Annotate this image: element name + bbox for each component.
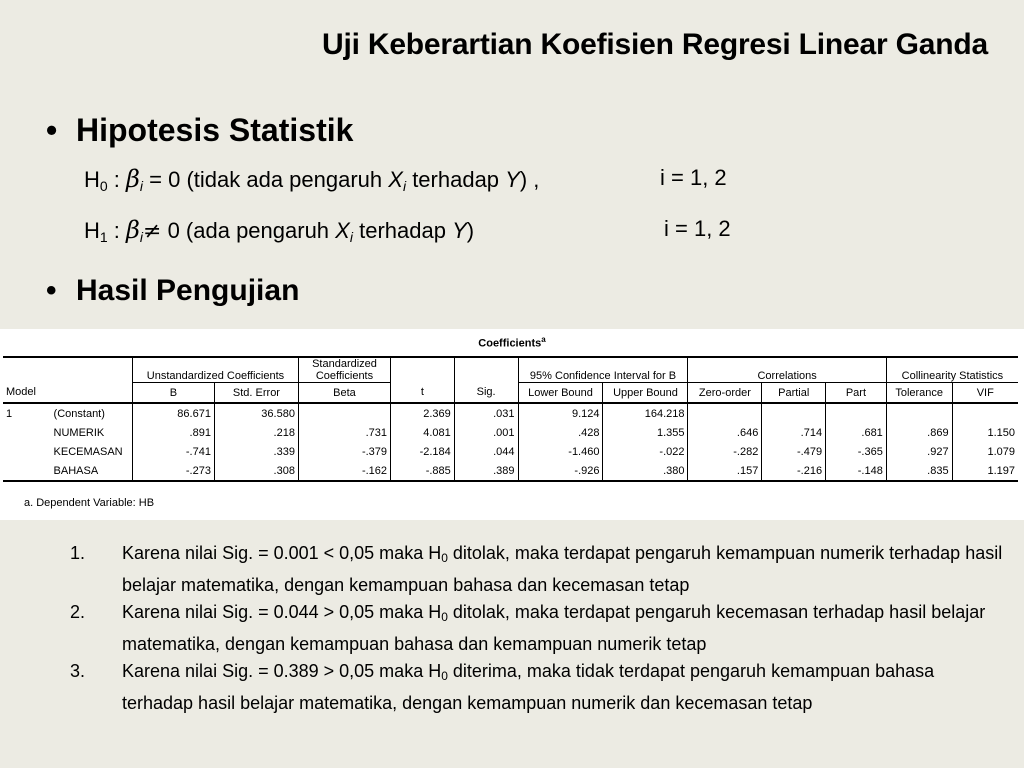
slide-title: Uji Keberartian Koefisien Regresi Linear Ganda <box>321 28 988 61</box>
cell-upper: 164.218 <box>603 403 688 423</box>
cell-t: 4.081 <box>391 423 455 442</box>
col-partial: Partial <box>762 383 826 404</box>
h1-y: Y <box>452 218 467 243</box>
list-subscript: 0 <box>441 669 448 683</box>
hypothesis-h1 <box>84 216 731 245</box>
cell-zero: -.282 <box>688 442 762 461</box>
hasil-heading: Hasil Pengujian <box>76 274 300 307</box>
cell-beta <box>298 403 390 423</box>
h1-subscript: 1 <box>99 229 108 245</box>
col-b: B <box>133 383 215 404</box>
list-text-b: diterima, maka tidak terdapat pengaruh kemampuan bahasa terhadap hasil belajar matematika, dengan kemampuan numerik dan kecemasan tetap <box>122 661 935 713</box>
cell-beta: -.162 <box>298 461 390 481</box>
h0-subscript: 0 <box>99 178 108 194</box>
cell-zero: .646 <box>688 423 762 442</box>
table-row <box>3 442 1018 461</box>
cell-tol: .835 <box>886 461 952 481</box>
list-number: 1. <box>70 543 86 563</box>
list-number: 2. <box>70 602 86 622</box>
cell-lower: .428 <box>518 423 603 442</box>
cell-se: .339 <box>214 442 298 461</box>
model-header-top <box>3 357 133 383</box>
coll-header: Collinearity Statistics <box>886 357 1018 383</box>
h0-colon: : <box>107 167 127 192</box>
cell-t: -2.184 <box>391 442 455 461</box>
col-se: Std. Error <box>214 383 298 404</box>
std-header: Standardized Coefficients <box>298 357 390 383</box>
list-text-b: ditolak, maka terdapat pengaruh kemampuan numerik terhadap hasil belajar matematika, dengan kemampuan bahasa dan kecemasan tetap <box>122 543 1003 595</box>
cell-b: 86.671 <box>133 403 215 423</box>
cell-sig: .389 <box>454 461 518 481</box>
cell-upper: -.022 <box>603 442 688 461</box>
row-label: (Constant) <box>51 403 133 423</box>
cell-b: -.741 <box>133 442 215 461</box>
corr-header: Correlations <box>688 357 886 383</box>
list-text-a: Karena nilai Sig. = 0.044 > 0,05 maka H <box>122 602 442 622</box>
h1-index-range: i = 1, 2 <box>664 216 731 241</box>
ci-header: 95% Confidence Interval for B <box>518 357 688 383</box>
cell-sig: .031 <box>454 403 518 423</box>
cell-vif <box>952 403 1018 423</box>
col-upper: Upper Bound <box>603 383 688 404</box>
h1-text-b: terhadap <box>352 218 453 243</box>
unstd-header: Unstandardized Coefficients <box>133 357 299 383</box>
list-text-a: Karena nilai Sig. = 0.389 > 0,05 maka H <box>122 661 442 681</box>
sig-header-top <box>454 357 518 383</box>
cell-part: .681 <box>826 423 887 442</box>
bullet-hasil <box>46 274 299 308</box>
cell-vif: 1.079 <box>952 442 1018 461</box>
t-header-top <box>391 357 455 383</box>
coefficients-title-text: Coefficients <box>478 337 542 350</box>
cell-t: -.885 <box>391 461 455 481</box>
cell-t: 2.369 <box>391 403 455 423</box>
list-item <box>70 599 1010 658</box>
col-zero-order: Zero-order <box>688 383 762 404</box>
cell-part <box>826 403 887 423</box>
col-part: Part <box>826 383 887 404</box>
col-sig: Sig. <box>454 383 518 404</box>
coefficients-title <box>0 335 1024 350</box>
model-cell <box>3 461 51 481</box>
model-cell <box>3 423 51 442</box>
cell-partial: .714 <box>762 423 826 442</box>
coefficients-title-sup: a <box>541 335 546 344</box>
col-beta: Beta <box>298 383 390 404</box>
cell-part: -.365 <box>826 442 887 461</box>
model-cell <box>3 442 51 461</box>
table-row <box>3 423 1018 442</box>
h0-beta: β <box>126 165 140 193</box>
bullet-hipotesis <box>46 112 353 149</box>
h0-beta-index: i <box>139 178 144 194</box>
h1-beta-index: i <box>139 229 144 245</box>
cell-beta: .731 <box>298 423 390 442</box>
bullet-dot-icon: • <box>46 274 57 307</box>
cell-zero: .157 <box>688 461 762 481</box>
h0-index-range: i = 1, 2 <box>660 165 727 190</box>
list-item <box>70 658 1010 717</box>
list-text-b: ditolak, maka terdapat pengaruh kecemasan terhadap hasil belajar matematika, dengan kemampuan bahasa dan kemampuan numerik tetap <box>122 602 986 654</box>
h1-text-c: ) <box>466 218 475 243</box>
list-subscript: 0 <box>441 610 448 624</box>
h0-x: X <box>388 167 403 192</box>
col-t: t <box>391 383 455 404</box>
h1-symbol: H <box>84 218 100 243</box>
cell-part: -.148 <box>826 461 887 481</box>
cell-lower: -.926 <box>518 461 603 481</box>
header-row-groups <box>3 357 1018 383</box>
cell-upper: .380 <box>603 461 688 481</box>
col-vif: VIF <box>952 383 1018 404</box>
h0-text-a: = 0 (tidak ada pengaruh <box>143 167 389 192</box>
cell-partial: -.479 <box>762 442 826 461</box>
cell-partial <box>762 403 826 423</box>
col-tolerance: Tolerance <box>886 383 952 404</box>
h1-colon: : <box>107 218 127 243</box>
cell-beta: -.379 <box>298 442 390 461</box>
cell-vif: 1.150 <box>952 423 1018 442</box>
cell-b: .891 <box>133 423 215 442</box>
h1-beta: β <box>126 216 140 244</box>
conclusion-list <box>70 540 1010 717</box>
list-item <box>70 540 1010 599</box>
cell-upper: 1.355 <box>603 423 688 442</box>
row-label: BAHASA <box>51 461 133 481</box>
hypothesis-h0 <box>84 165 727 194</box>
h1-x: X <box>335 218 350 243</box>
cell-lower: -1.460 <box>518 442 603 461</box>
h1-x-index: i <box>349 229 353 245</box>
bullet-dot-icon: • <box>46 112 58 148</box>
coefficients-panel <box>0 329 1024 520</box>
cell-zero <box>688 403 762 423</box>
hipotesis-heading: Hipotesis Statistik <box>76 112 354 148</box>
model-number: 1 <box>6 407 13 420</box>
h0-text-b: terhadap <box>406 167 506 192</box>
row-label: NUMERIK <box>51 423 133 442</box>
h1-text-a: 0 (ada pengaruh <box>161 218 336 243</box>
h1-not-equal: ≠ <box>143 219 162 244</box>
list-text-a: Karena nilai Sig. = 0.001 < 0,05 maka H <box>122 543 442 563</box>
table-footnote: a. Dependent Variable: HB <box>24 497 155 509</box>
row-label: KECEMASAN <box>51 442 133 461</box>
cell-sig: .001 <box>454 423 518 442</box>
table-row <box>3 461 1018 481</box>
table-row <box>3 403 1018 423</box>
cell-lower: 9.124 <box>518 403 603 423</box>
cell-sig: .044 <box>454 442 518 461</box>
header-row-columns <box>3 383 1018 404</box>
h0-text-c: ) , <box>519 167 540 192</box>
cell-se: 36.580 <box>214 403 298 423</box>
col-lower: Lower Bound <box>518 383 603 404</box>
list-number: 3. <box>70 661 86 681</box>
h0-symbol: H <box>84 167 100 192</box>
h0-x-index: i <box>402 178 407 194</box>
coefficients-table <box>3 356 1018 482</box>
cell-se: .308 <box>214 461 298 481</box>
list-subscript: 0 <box>441 551 448 565</box>
cell-tol: .869 <box>886 423 952 442</box>
col-model: Model <box>3 383 133 404</box>
cell-se: .218 <box>214 423 298 442</box>
cell-partial: -.216 <box>762 461 826 481</box>
cell-tol: .927 <box>886 442 952 461</box>
cell-vif: 1.197 <box>952 461 1018 481</box>
cell-b: -.273 <box>133 461 215 481</box>
h0-y: Y <box>505 167 520 192</box>
cell-tol <box>886 403 952 423</box>
